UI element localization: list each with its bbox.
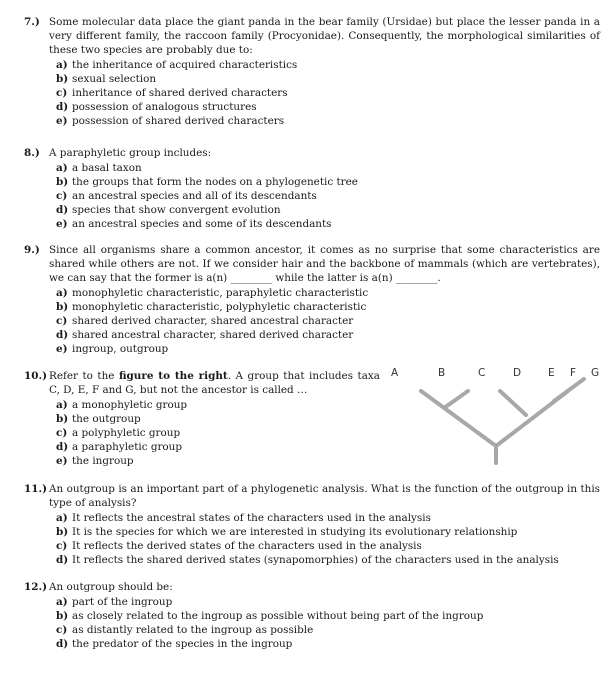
option-c[interactable]: [56, 426, 380, 440]
option-letter: d): [56, 638, 69, 650]
option-b[interactable]: [56, 72, 600, 86]
question-11: [24, 482, 600, 567]
option-letter: e): [56, 343, 68, 355]
option-e[interactable]: [56, 114, 600, 128]
option-letter: c): [56, 624, 68, 636]
option-text: the ingroup: [72, 455, 134, 467]
question-stem: A paraphyletic group includes:: [49, 147, 212, 159]
option-letter: b): [56, 301, 69, 313]
option-letter: e): [56, 218, 68, 230]
question-number: 10.): [24, 370, 47, 382]
option-a[interactable]: [56, 398, 380, 412]
option-letter: e): [56, 115, 68, 127]
option-d[interactable]: [56, 100, 600, 114]
option-a[interactable]: [56, 161, 600, 175]
option-list: [56, 286, 600, 356]
phylogenetic-tree-figure: [386, 366, 606, 466]
option-letter: c): [56, 427, 68, 439]
taxon-label-e: E: [548, 367, 555, 379]
question-stem: An outgroup should be:: [49, 581, 173, 593]
option-a[interactable]: [56, 511, 600, 525]
option-text: sexual selection: [72, 73, 157, 85]
tree-branches: [386, 366, 606, 466]
option-text: ingroup, outgroup: [72, 343, 169, 355]
option-letter: a): [56, 512, 68, 524]
option-c[interactable]: [56, 314, 600, 328]
option-text: part of the ingroup: [72, 596, 173, 608]
option-d[interactable]: [56, 553, 600, 567]
question-stem: An outgroup is an important part of a phylogenetic analysis. What is the function of the outgroup in this type of analysis?: [49, 483, 600, 509]
option-text: monophyletic characteristic, paraphyletic characteristic: [72, 287, 369, 299]
option-list: [56, 161, 600, 231]
option-b[interactable]: [56, 175, 600, 189]
option-a[interactable]: [56, 595, 600, 609]
option-b[interactable]: [56, 412, 380, 426]
question-number: 11.): [24, 483, 47, 495]
option-c[interactable]: [56, 86, 600, 100]
option-list: [56, 511, 600, 567]
option-d[interactable]: [56, 203, 600, 217]
option-text: It reflects the shared derived states (synapomorphies) of the characters used in the analysis: [72, 554, 559, 566]
stem-text-bold: figure to the right: [118, 370, 228, 382]
option-a[interactable]: [56, 58, 600, 72]
option-letter: a): [56, 399, 68, 411]
option-text: as distantly related to the ingroup as possible: [72, 624, 314, 636]
question-10: [24, 369, 380, 468]
option-letter: b): [56, 413, 69, 425]
option-text: a basal taxon: [72, 162, 142, 174]
stem-text-post: . A group that includes taxa C, D, E, F and G, but not the ancestor is called …: [49, 370, 380, 396]
option-text: possession of shared derived characters: [72, 115, 285, 127]
option-text: It reflects the ancestral states of the characters used in the analysis: [72, 512, 431, 524]
option-letter: b): [56, 176, 69, 188]
option-letter: c): [56, 190, 68, 202]
option-text: the groups that form the nodes on a phylogenetic tree: [72, 176, 358, 188]
option-letter: a): [56, 162, 68, 174]
option-letter: d): [56, 101, 69, 113]
option-letter: c): [56, 87, 68, 99]
option-letter: e): [56, 455, 68, 467]
option-e[interactable]: [56, 217, 600, 231]
option-letter: a): [56, 59, 68, 71]
option-text: It is the species for which we are interested in studying its evolutionary relationship: [72, 526, 518, 538]
question-number: 8.): [24, 147, 40, 159]
option-list: [56, 398, 380, 468]
option-letter: d): [56, 204, 69, 216]
option-text: as closely related to the ingroup as possible without being part of the ingroup: [72, 610, 484, 622]
taxon-label-c: C: [478, 367, 486, 379]
question-9: [24, 243, 600, 356]
option-c[interactable]: [56, 539, 600, 553]
question-number: 7.): [24, 16, 40, 28]
taxon-label-a: A: [391, 367, 399, 379]
option-text: shared derived character, shared ancestral character: [72, 315, 354, 327]
question-stem: Some molecular data place the giant panda in the bear family (Ursidae) but place the lesser panda in a very different family, the raccoon family (Procyonidae). Consequently, the morphological similarities of these two species are probably due to:: [49, 16, 600, 56]
taxon-label-g: G: [591, 367, 600, 379]
option-d[interactable]: [56, 440, 380, 454]
option-text: the outgroup: [72, 413, 141, 425]
option-text: inheritance of shared derived characters: [72, 87, 288, 99]
question-7: [24, 15, 600, 128]
option-text: species that show convergent evolution: [72, 204, 281, 216]
option-text: possession of analogous structures: [72, 101, 257, 113]
option-text: the predator of the species in the ingroup: [72, 638, 293, 650]
option-text: an ancestral species and some of its descendants: [72, 218, 332, 230]
option-text: a paraphyletic group: [72, 441, 183, 453]
option-c[interactable]: [56, 189, 600, 203]
branch-right-inner: [500, 391, 526, 415]
option-text: monophyletic characteristic, polyphyletic characteristic: [72, 301, 367, 313]
option-text: a monophyletic group: [72, 399, 188, 411]
option-letter: d): [56, 441, 69, 453]
option-letter: b): [56, 73, 69, 85]
option-e[interactable]: [56, 342, 600, 356]
option-b[interactable]: [56, 609, 600, 623]
question-number: 12.): [24, 581, 47, 593]
branch-right-outer: [554, 379, 584, 401]
option-letter: d): [56, 329, 69, 341]
question-number: 9.): [24, 244, 40, 256]
option-letter: a): [56, 596, 68, 608]
option-text: a polyphyletic group: [72, 427, 181, 439]
option-letter: b): [56, 526, 69, 538]
option-b[interactable]: [56, 300, 600, 314]
question-stem: Since all organisms share a common ancestor, it comes as no surprise that some characteristics are shared while others are not. If we consider hair and the backbone of mammals (which are vertebrates), we can say that the former is a(n) ________ while the latter is a(n) ________.: [49, 244, 600, 284]
option-letter: a): [56, 287, 68, 299]
option-text: It reflects the derived states of the characters used in the analysis: [72, 540, 422, 552]
option-text: shared ancestral character, shared derived character: [72, 329, 354, 341]
option-letter: d): [56, 554, 69, 566]
question-stem: [49, 369, 380, 397]
option-a[interactable]: [56, 286, 600, 300]
option-letter: b): [56, 610, 69, 622]
taxon-label-d: D: [513, 367, 522, 379]
option-d[interactable]: [56, 328, 600, 342]
option-c[interactable]: [56, 623, 600, 637]
question-8: [24, 146, 600, 231]
taxon-label-f: F: [570, 367, 577, 379]
branch-left-inner: [444, 391, 468, 408]
option-list: [56, 595, 600, 651]
taxon-label-b: B: [438, 367, 446, 379]
stem-text-pre: Refer to the: [49, 370, 119, 382]
question-12: [24, 580, 600, 651]
option-b[interactable]: [56, 525, 600, 539]
option-e[interactable]: [56, 454, 380, 468]
option-text: the inheritance of acquired characteristics: [72, 59, 298, 71]
option-list: [56, 58, 600, 128]
option-d[interactable]: [56, 637, 600, 651]
option-text: an ancestral species and all of its descendants: [72, 190, 317, 202]
option-letter: c): [56, 315, 68, 327]
option-letter: c): [56, 540, 68, 552]
